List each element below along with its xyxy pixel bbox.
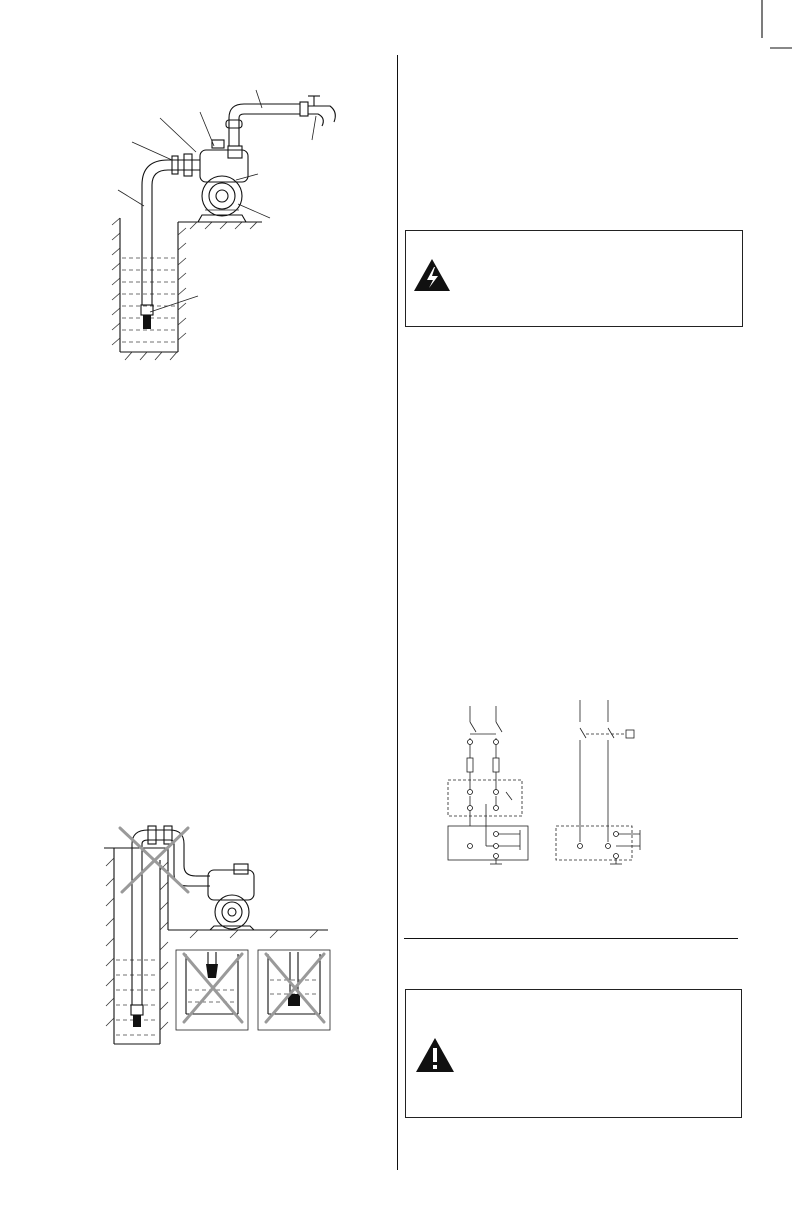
wrong-inset-shallow-valve	[176, 950, 248, 1030]
pump-body-2	[208, 864, 254, 930]
raised-pipe-loop	[131, 826, 210, 1027]
wrong-install-cross	[120, 828, 188, 892]
wrong-inset-bottom-valve	[258, 950, 330, 1030]
